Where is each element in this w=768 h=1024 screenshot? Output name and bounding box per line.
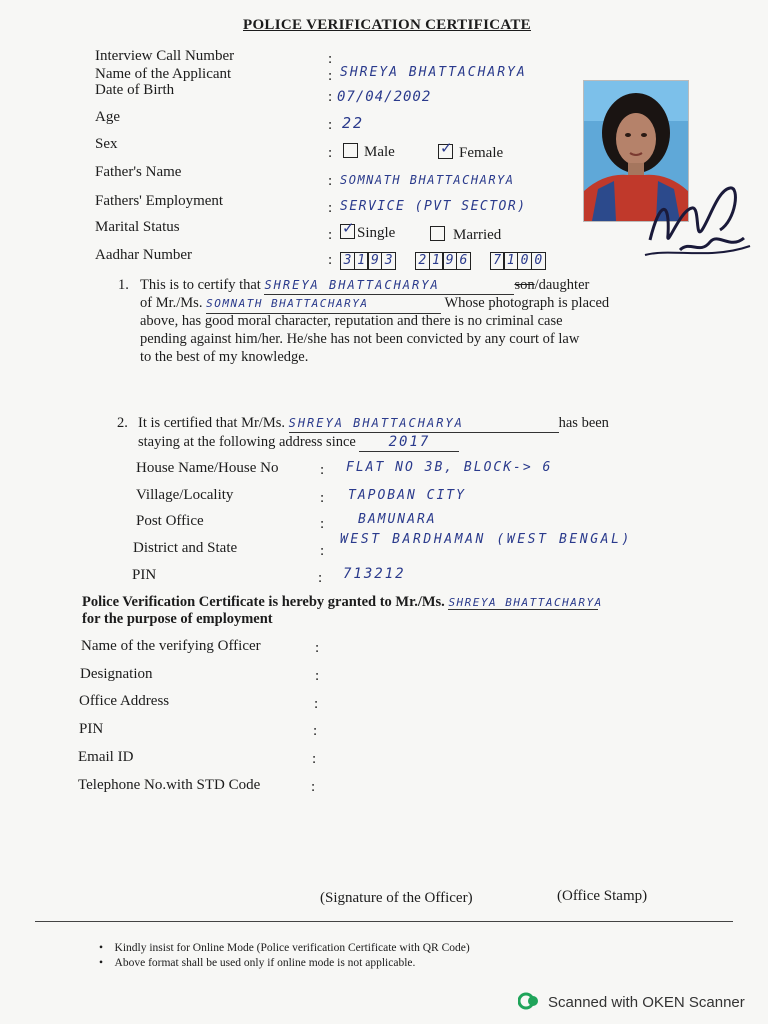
para2-line2 [138, 433, 459, 452]
aadhar-group [340, 252, 395, 270]
male-checkbox[interactable] [343, 143, 358, 158]
page-title: POLICE VERIFICATION CERTIFICATE [243, 17, 531, 33]
para1-father-name: SOMNATH BHATTACHARYA [206, 295, 441, 314]
para1-applicant-name: SHREYA BHATTACHARYA [264, 276, 514, 295]
single-checkbox[interactable] [340, 221, 355, 239]
male-label: Male [364, 144, 395, 160]
colon: : [328, 227, 333, 243]
date-of-birth-value: 07/04/2002 [337, 89, 432, 105]
colon: : [315, 640, 320, 656]
sex-female-option[interactable] [438, 141, 504, 162]
scanner-watermark [518, 991, 745, 1011]
colon: : [328, 51, 333, 67]
applicant-signature-icon [640, 180, 755, 270]
aadhar-number-boxes [340, 252, 564, 270]
aadhar-digit: 6 [456, 252, 471, 270]
married-label: Married [453, 227, 502, 243]
label-district-state: District and State [133, 540, 238, 556]
marital-single-option[interactable] [340, 221, 396, 242]
father-name-value: SOMNATH BHATTACHARYA [340, 173, 515, 187]
aadhar-digit: 9 [367, 252, 382, 270]
marital-married-option[interactable] [430, 226, 501, 244]
colon: : [328, 68, 333, 84]
check-mark-icon: ✓ [440, 141, 453, 157]
oken-logo-icon [518, 991, 540, 1011]
colon: : [328, 117, 333, 133]
colon: : [328, 173, 333, 189]
colon: : [328, 89, 333, 105]
village-locality-value: TAPOBAN CITY [348, 488, 466, 503]
post-office-value: BAMUNARA [358, 512, 437, 527]
para1-line1b [140, 294, 670, 314]
grant-text: Police Verification Certificate is hereby granted to Mr./Ms. [82, 594, 445, 610]
label-email-id: Email ID [78, 749, 134, 765]
aadhar-group [415, 252, 470, 270]
para1-line4: to the best of my knowledge. [140, 349, 309, 365]
colon: : [314, 696, 319, 712]
aadhar-digit: 3 [381, 252, 396, 270]
colon: : [320, 516, 325, 532]
age-value: 22 [342, 114, 365, 132]
label-officer-pin: PIN [79, 721, 104, 737]
aadhar-digit: 7 [490, 252, 505, 270]
label-sex: Sex [95, 136, 118, 152]
label-office-address: Office Address [79, 693, 170, 709]
female-checkbox[interactable] [438, 141, 453, 159]
para2-since-text: staying at the following address since [138, 434, 356, 450]
colon: : [318, 570, 323, 586]
married-checkbox[interactable] [430, 226, 445, 241]
father-employment-value: SERVICE (PVT SECTOR) [340, 199, 527, 214]
label-father-employment: Fathers' Employment [95, 193, 224, 209]
label-age: Age [95, 109, 120, 125]
colon: : [328, 145, 333, 161]
check-mark-icon: ✓ [342, 221, 355, 237]
note-item: • Above format shall be used only if online mode is not applicable. [99, 957, 416, 969]
label-designation: Designation [80, 666, 153, 682]
label-applicant-name: Name of the Applicant [95, 66, 232, 82]
district-state-value: WEST BARDHAMAN (WEST BENGAL) [340, 532, 632, 547]
para2-text-a: It is certified that Mr/Ms. [138, 415, 285, 431]
aadhar-digit: 0 [517, 252, 532, 270]
label-house-no: House Name/House No [136, 460, 279, 476]
aadhar-digit: 2 [415, 252, 430, 270]
para1-line3: pending against him/her. He/she has not been convicted by any court of law [140, 331, 580, 347]
pin-value: 713212 [343, 566, 406, 582]
colon: : [320, 462, 325, 478]
female-label: Female [459, 145, 504, 161]
aadhar-digit: 9 [442, 252, 457, 270]
label-aadhar-number: Aadhar Number [95, 247, 193, 263]
aadhar-group [490, 252, 545, 270]
colon: : [328, 252, 333, 268]
para1-line1 [140, 276, 670, 295]
para1-of: of Mr./Ms. [140, 295, 203, 311]
office-stamp-label: (Office Stamp) [557, 888, 648, 904]
colon: : [320, 490, 325, 506]
note-item: • Kindly insist for Online Mode (Police verification Certificate with QR Code) [99, 942, 470, 954]
para1-daughter: /daughter [534, 277, 590, 293]
label-post-office: Post Office [136, 513, 204, 529]
grant-name: SHREYA BHATTACHARYA [448, 596, 603, 609]
aadhar-digit: 1 [503, 252, 518, 270]
label-verifying-officer: Name of the verifying Officer [81, 638, 261, 654]
aadhar-digit: 1 [429, 252, 444, 270]
aadhar-digit: 3 [340, 252, 355, 270]
para1-number: 1. [118, 277, 129, 293]
grant-line [82, 594, 603, 611]
house-no-value: FLAT NO 3B, BLOCK-> 6 [346, 460, 553, 475]
grant-purpose: for the purpose of employment [82, 611, 273, 627]
single-label: Single [357, 225, 396, 241]
para2-number: 2. [117, 415, 128, 431]
footer-divider [35, 921, 733, 922]
para2-applicant-name: SHREYA BHATTACHARYA [289, 414, 559, 433]
para1-text-a: This is to certify that [140, 277, 261, 293]
para2-line1 [138, 414, 609, 433]
colon: : [320, 543, 325, 559]
para2-since-year: 2017 [359, 433, 459, 452]
label-date-of-birth: Date of Birth [95, 82, 175, 98]
label-interview-call-number: Interview Call Number [95, 48, 235, 64]
scanner-text: Scanned with OKEN Scanner [548, 994, 745, 1011]
label-father-name: Father's Name [95, 164, 182, 180]
signature-officer-label: (Signature of the Officer) [320, 890, 473, 906]
aadhar-digit: 1 [354, 252, 369, 270]
colon: : [312, 751, 317, 767]
para2-text-b: has been [558, 415, 609, 431]
applicant-name-value: SHREYA BHATTACHARYA [340, 65, 527, 80]
para1-text-b: Whose photograph is placed [444, 295, 610, 311]
colon: : [313, 723, 318, 739]
para1-line2: above, has good moral character, reputation and there is no criminal case [140, 313, 563, 329]
para1-son: son [514, 277, 535, 293]
aadhar-digit: 0 [531, 252, 546, 270]
label-village-locality: Village/Locality [136, 487, 234, 503]
label-marital-status: Marital Status [95, 219, 180, 235]
note-text: Above format shall be used only if online mode is not applicable. [114, 957, 416, 969]
sex-male-option[interactable] [343, 143, 395, 161]
label-pin: PIN [132, 567, 157, 583]
note-text: Kindly insist for Online Mode (Police verification Certificate with QR Code) [114, 942, 470, 954]
colon: : [328, 200, 333, 216]
label-telephone: Telephone No.with STD Code [78, 777, 261, 793]
colon: : [315, 668, 320, 684]
colon: : [311, 779, 316, 795]
